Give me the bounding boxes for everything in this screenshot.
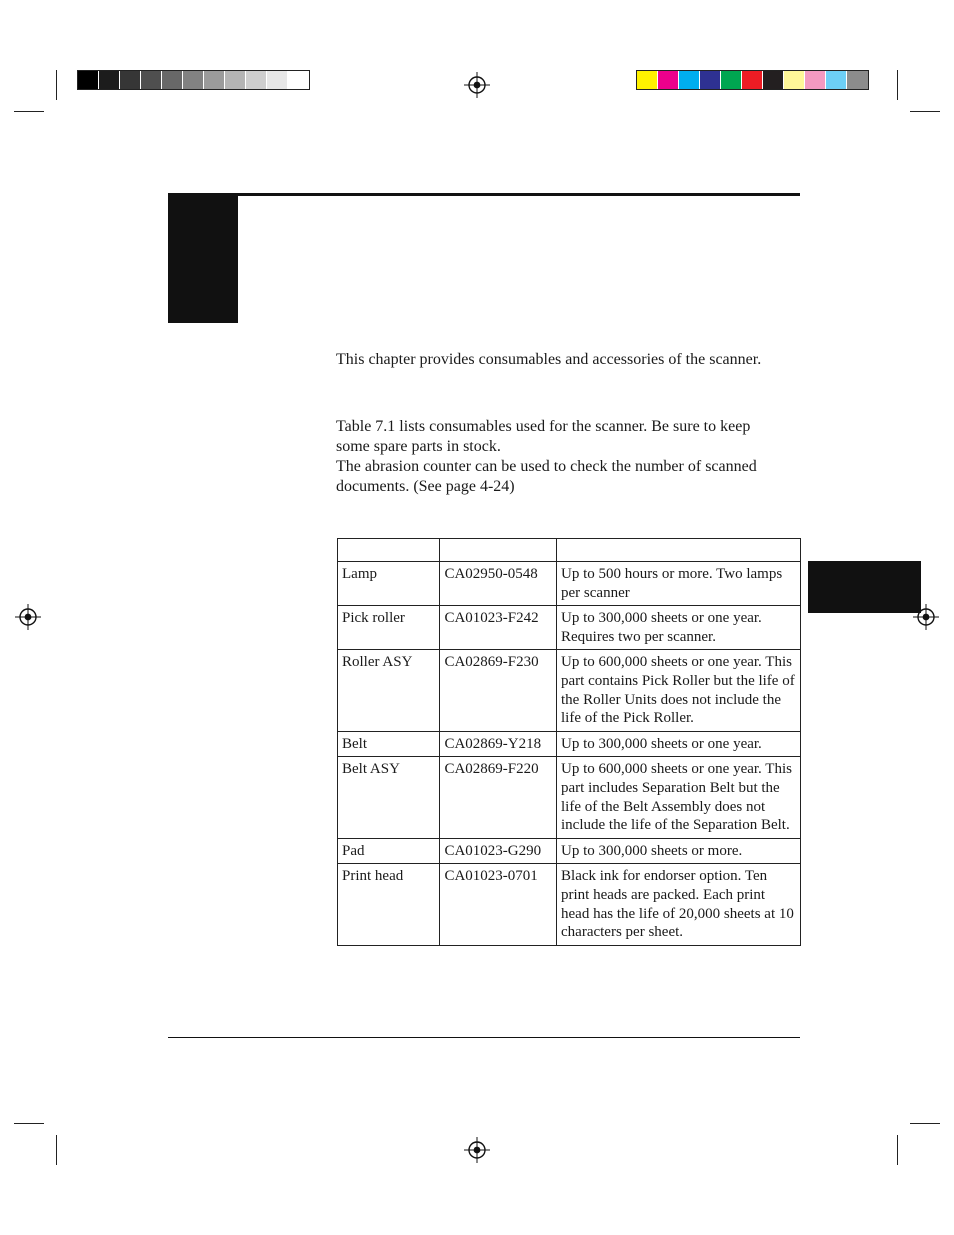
life-description-cell <box>557 650 801 731</box>
crosshair-circle-icon <box>464 72 490 98</box>
crop-mark-top-right-v <box>897 70 898 100</box>
color-swatch <box>288 71 309 89</box>
consumable-name-cell: Pick roller <box>338 606 440 650</box>
text-line: documents. (See page 4-24) <box>336 478 515 495</box>
description-line: part includes Separation Belt but the <box>561 779 780 796</box>
color-swatch <box>658 71 679 89</box>
crop-mark-bottom-right-v <box>897 1135 898 1165</box>
life-description-cell <box>557 864 801 945</box>
color-swatch <box>721 71 742 89</box>
description-line: characters per sheet. <box>561 924 684 941</box>
consumable-name-cell: Belt ASY <box>338 757 440 838</box>
color-swatch <box>246 71 267 89</box>
color-swatch <box>183 71 204 89</box>
consumable-name-cell: Pad <box>338 838 440 864</box>
crosshair-circle-icon <box>464 1137 490 1163</box>
chapter-number-block <box>168 193 238 323</box>
registration-mark-top <box>464 72 490 98</box>
text-line: The abrasion counter can be used to check the number of scanned <box>336 458 757 475</box>
description-line: Up to 300,000 sheets or one year. <box>561 735 762 752</box>
table-row <box>338 650 801 731</box>
table-row <box>338 757 801 838</box>
grayscale-color-bar <box>77 70 310 90</box>
description-line: Requires two per scanner. <box>561 628 716 645</box>
description-line: Up to 300,000 sheets or more. <box>561 842 743 859</box>
part-number-cell: CA02869-F220 <box>440 757 557 838</box>
part-number-cell: CA02869-Y218 <box>440 731 557 757</box>
text-line: Table 7.1 lists consumables used for the scanner. Be sure to keep <box>336 418 751 435</box>
consumables-table <box>337 538 801 946</box>
description-line: Up to 500 hours or more. Two lamps <box>561 566 783 582</box>
life-description-cell <box>557 757 801 838</box>
table-row <box>338 838 801 864</box>
description-line: part contains Pick Roller but the life of <box>561 672 795 689</box>
life-description-cell <box>557 838 801 864</box>
color-swatch <box>120 71 141 89</box>
crop-mark-top-left-v <box>56 70 57 100</box>
chapter-thumb-tab <box>808 561 921 613</box>
description-line: Up to 600,000 sheets or one year. This <box>561 654 792 671</box>
crosshair-circle-icon <box>15 604 41 630</box>
color-swatch <box>805 71 826 89</box>
color-swatch <box>784 71 805 89</box>
description-line: head has the life of 20,000 sheets at 10 <box>561 905 794 922</box>
header-cell-name <box>338 539 440 562</box>
description-line: Black ink for endorser option. Ten <box>561 868 768 885</box>
part-number-cell: CA02869-F230 <box>440 650 557 731</box>
color-swatch <box>267 71 288 89</box>
color-swatch <box>679 71 700 89</box>
page-bottom-rule <box>168 1037 800 1038</box>
description-line: life of the Pick Roller. <box>561 710 694 727</box>
color-swatch <box>637 71 658 89</box>
consumable-name-cell: Print head <box>338 864 440 945</box>
intro-paragraph: This chapter provides consumables and accessories of the scanner. <box>336 351 762 368</box>
part-number-cell: CA02950-0548 <box>440 562 557 606</box>
crop-mark-bottom-left-v <box>56 1135 57 1165</box>
table-row <box>338 864 801 945</box>
life-description-cell <box>557 562 801 606</box>
text-line: some spare parts in stock. <box>336 438 501 455</box>
description-line: Up to 300,000 sheets or one year. <box>561 610 762 627</box>
table-row <box>338 562 801 606</box>
consumable-name-cell: Belt <box>338 731 440 757</box>
header-cell-part-number <box>440 539 557 562</box>
table-row <box>338 606 801 650</box>
color-swatch <box>141 71 162 89</box>
consumable-name-cell: Lamp <box>338 562 440 606</box>
color-swatch <box>204 71 225 89</box>
description-line: print heads are packed. Each print <box>561 886 766 903</box>
crop-mark-top-left-h <box>14 111 44 112</box>
table-row <box>338 731 801 757</box>
life-description-cell <box>557 731 801 757</box>
part-number-cell: CA01023-F242 <box>440 606 557 650</box>
consumable-name-cell: Roller ASY <box>338 650 440 731</box>
part-number-cell: CA01023-G290 <box>440 838 557 864</box>
life-description-cell <box>557 606 801 650</box>
crop-mark-bottom-left-h <box>14 1123 44 1124</box>
color-swatch <box>826 71 847 89</box>
header-cell-life <box>557 539 801 562</box>
crop-mark-bottom-right-h <box>910 1123 940 1124</box>
color-swatch <box>162 71 183 89</box>
description-line: Up to 600,000 sheets or one year. This <box>561 761 792 778</box>
registration-mark-left <box>15 604 41 630</box>
process-color-bar <box>636 70 869 90</box>
color-swatch <box>225 71 246 89</box>
chapter-top-rule <box>168 193 800 196</box>
color-swatch <box>763 71 784 89</box>
color-swatch <box>847 71 868 89</box>
description-line: life of the Belt Assembly does not <box>561 798 766 815</box>
part-number-cell: CA01023-0701 <box>440 864 557 945</box>
color-swatch <box>99 71 120 89</box>
color-swatch <box>742 71 763 89</box>
crop-mark-top-right-h <box>910 111 940 112</box>
description-line: per scanner <box>561 584 630 601</box>
color-swatch <box>78 71 99 89</box>
description-line: the Roller Units does not include the <box>561 691 781 708</box>
registration-mark-bottom <box>464 1137 490 1163</box>
color-swatch <box>700 71 721 89</box>
description-line: include the life of the Separation Belt. <box>561 817 790 834</box>
consumables-paragraph <box>336 417 800 497</box>
table-header-row <box>338 539 801 562</box>
